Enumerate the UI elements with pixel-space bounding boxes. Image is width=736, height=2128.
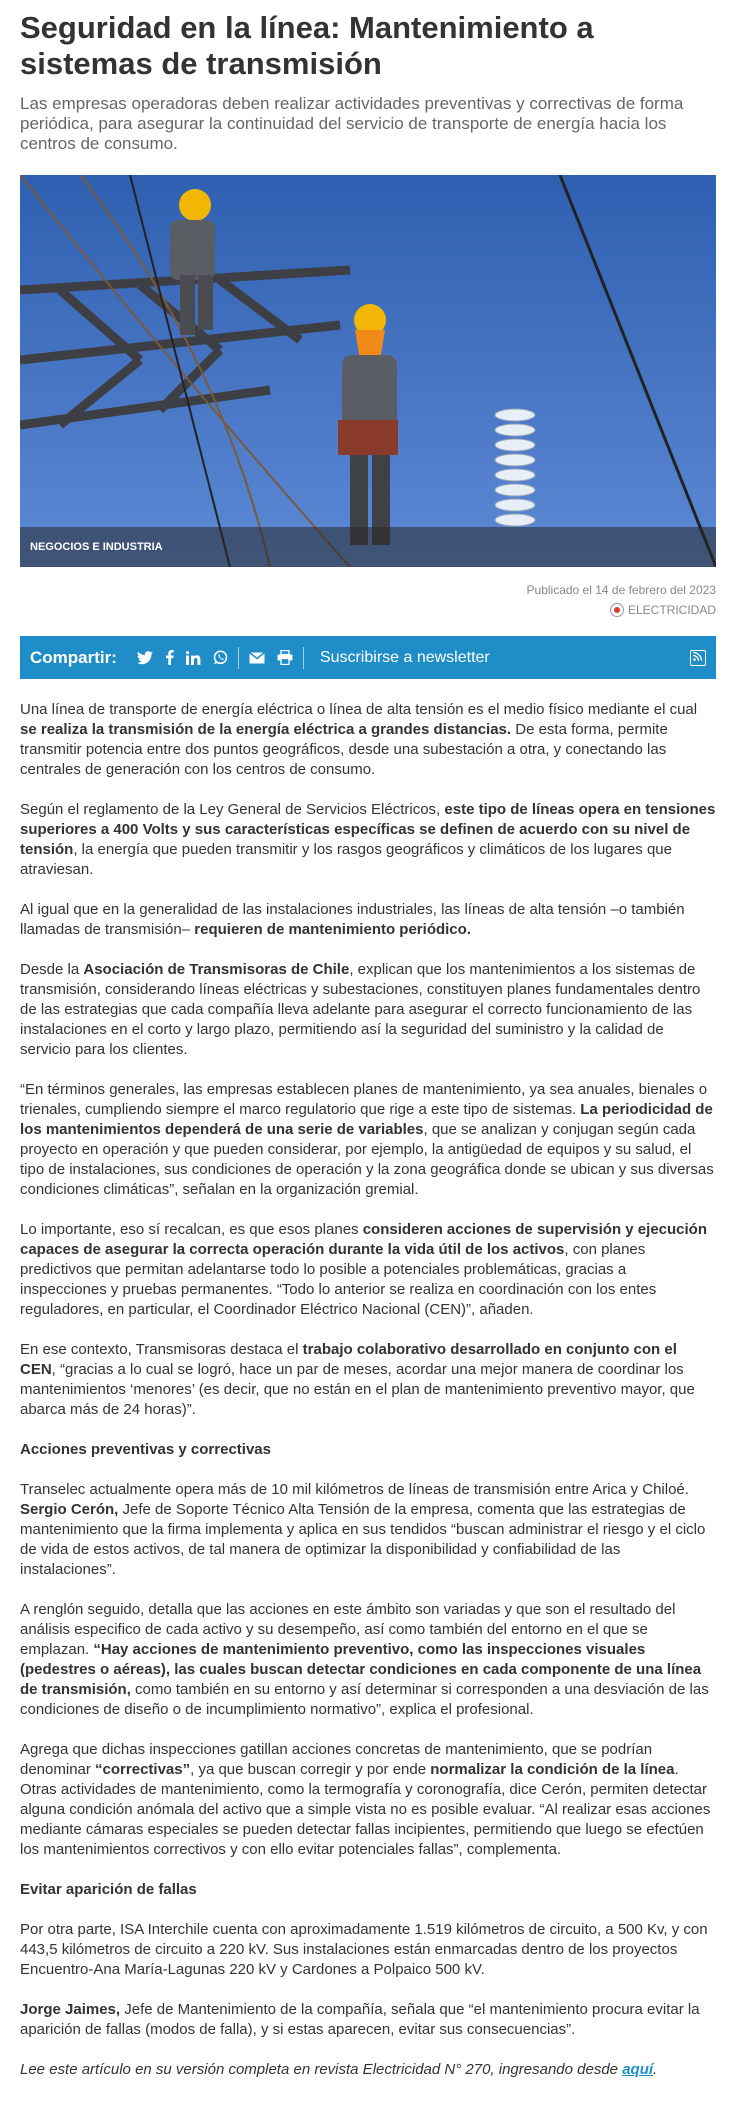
category-label: ELECTRICIDAD <box>627 603 716 617</box>
subscribe-newsletter-link[interactable]: Suscribirse a newsletter <box>319 648 490 666</box>
paragraph-11: Por otra parte, ISA Interchile cuenta con aproximadamente 1.519 kilómetros de circuito, a 500 Kv, y con 443,5 kilómetros de circuito a 220 kV. Sus instalaciones están enmarcadas dentro de los proyectos Encuentro-Ana María-Lagunas 220 kV y Cardones a Polpaico 500 kV. <box>20 1921 708 1978</box>
section-heading-2: Evitar aparición de fallas <box>20 1881 197 1898</box>
share-icons <box>137 650 228 665</box>
share-label: Compartir: <box>30 647 117 667</box>
paragraph-7: En ese contexto, Transmisoras destaca el trabajo colaborativo desarrollado en conjunto con el CEN, “gracias a lo cual se logró, hace un par de meses, acordar una mejor manera de coordinar los mantenimientos ‘menores’ (es decir, que no están en el plan de mantenimiento preventivo mayor, que abarca más de 24 horas)”. <box>20 1341 695 1418</box>
paragraph-2: Según el reglamento de la Ley General de Servicios Eléctricos, este tipo de líneas opera en tensiones superiores a 400 Volts y sus características específicas se definen de acuerdo con su nivel de tensión, la energía que pueden transmitir y los rasgos geográficos y climáticos de los lugares que atraviesan. <box>20 801 716 878</box>
page-subtitle: Las empresas operadoras deben realizar actividades preventivas y correctivas de forma periódica, para asegurar la continuidad del servicio de transporte de energía hacia los centros de consumo. <box>20 94 684 153</box>
paragraph-1: Una línea de transporte de energía eléctrica o línea de alta tensión es el medio físico mediante el cual se realiza la transmisión de la energía eléctrica a grandes distancias. De esta forma, permite transmitir potencia entre dos puntos geográficos, desde una subestación a otra, y conectando las centrales de generación con los centros de consumo. <box>20 701 698 778</box>
share-bar <box>20 636 716 679</box>
paragraph-9: A renglón seguido, detalla que las acciones en este ámbito son variadas y que son el resultado del análisis especifico de cada activo y su desempeño, así como también del entorno en el que se emplazan. “Hay acciones de mantenimiento preventivo, como las inspecciones visuales (pedestres o aéreas), las cuales buscan detectar condiciones en cada componente de una línea de transmisión, como también en su entorno y así determinar si corresponden a una desviación de las condiciones de diseño o de incumplimiento normativo”, explica el profesional. <box>20 1601 709 1718</box>
paragraph-13: Lee este artículo en su versión completa en revista Electricidad N° 270, ingresando desde aquí. <box>20 2061 658 2078</box>
share-tools <box>249 650 293 665</box>
facebook-icon[interactable] <box>165 650 174 665</box>
print-icon[interactable] <box>277 650 293 665</box>
share-separator <box>238 647 239 669</box>
magazine-link[interactable]: aquí <box>622 2061 654 2078</box>
category-link[interactable] <box>610 601 716 619</box>
hero-image <box>20 175 716 567</box>
hero-category-tag[interactable]: NEGOCIOS E INDUSTRIA <box>20 527 716 567</box>
mail-icon[interactable] <box>249 652 265 664</box>
twitter-icon[interactable] <box>137 651 153 665</box>
paragraph-4: Desde la Asociación de Transmisoras de Chile, explican que los mantenimientos a los sistemas de transmisión, considerando líneas eléctricas y subestaciones, constituyen planes fundamentales dentro de las estrategias que cada compañía lleva adelante para asegurar el correcto funcionamiento de las instalaciones en el corto y largo plazo, permitiendo así la seguridad del suministro y la calidad de servicio para los clientes. <box>20 961 701 1058</box>
paragraph-6: Lo importante, eso sí recalcan, es que esos planes consideren acciones de supervisión y ejecución capaces de asegurar la correcta operación durante la vida útil de los activos, con planes predictivos que permitan adelantarse todo lo posible a potenciales problemáticas, gracias a inspecciones y pruebas permanentes. “Todo lo anterior se realiza en coordinación con los entes reguladores, en particular, el Coordinador Eléctrico Nacional (CEN)”, añaden. <box>20 1221 707 1318</box>
section-heading-1: Acciones preventivas y correctivas <box>20 1441 271 1458</box>
paragraph-10: Agrega que dichas inspecciones gatillan acciones concretas de mantenimiento, que se podrían denominar “correctivas”, ya que buscan corregir y por ende normalizar la condición de la línea. Otras actividades de mantenimiento, como la termografía y coronografía, dice Cerón, permiten detectar alguna condición anómala del activo que a simple vista no es posible evaluar. “Al realizar esas acciones mediante cámaras especiales se pueden detectar fallas incipientes, permitiendo que luego se efectúen los mantenimientos correctivos y con ello evitar potenciales fallas”, complementa. <box>20 1741 711 1858</box>
whatsapp-icon[interactable] <box>213 650 228 665</box>
published-date: Publicado el 14 de febrero del 2023 <box>526 583 716 597</box>
paragraph-3: Al igual que en la generalidad de las instalaciones industriales, las líneas de alta tensión –o también llamadas de transmisión– requieren de mantenimiento periódico. <box>20 901 685 938</box>
paragraph-12: Jorge Jaimes, Jefe de Mantenimiento de la compañía, señala que “el mantenimiento procura evitar la aparición de fallas (modos de falla), y si estas aparecen, evitar sus consecuencias”. <box>20 2001 700 2038</box>
category-icon <box>610 603 624 617</box>
page-title: Seguridad en la línea: Mantenimiento a sistemas de transmisión <box>20 10 594 81</box>
share-separator-2 <box>303 647 304 669</box>
linkedin-icon[interactable] <box>186 651 201 665</box>
paragraph-5: “En términos generales, las empresas establecen planes de mantenimiento, ya sea anuales, bienales o trienales, cumpliendo siempre el marco regulatorio que rige a este tipo de sistemas. La periodicidad de los mantenimientos dependerá de una serie de variables, que se analizan y conjugan según cada proyecto en operación y que pueden considerar, por ejemplo, la antigüedad de equipos y su salud, el tipo de instalaciones, sus condiciones de operación y la zona geográfica donde se ubican y sus diversas condiciones climáticas”, señalan en la organización gremial. <box>20 1081 714 1198</box>
article-body <box>20 700 716 2080</box>
paragraph-8: Transelec actualmente opera más de 10 mil kilómetros de líneas de transmisión entre Arica y Chiloé. Sergio Cerón, Jefe de Soporte Técnico Alta Tensión de la empresa, comenta que las estrategias de mantenimiento que la firma implementa y aplica en sus tendidos “buscan administrar el riesgo y el ciclo de vida de estos activos, de tal manera de optimizar la disponibilidad y confiabilidad de las instalaciones”. <box>20 1481 706 1578</box>
linemen-illustration <box>20 175 716 567</box>
article-meta <box>20 581 716 622</box>
rss-icon[interactable] <box>690 650 706 666</box>
